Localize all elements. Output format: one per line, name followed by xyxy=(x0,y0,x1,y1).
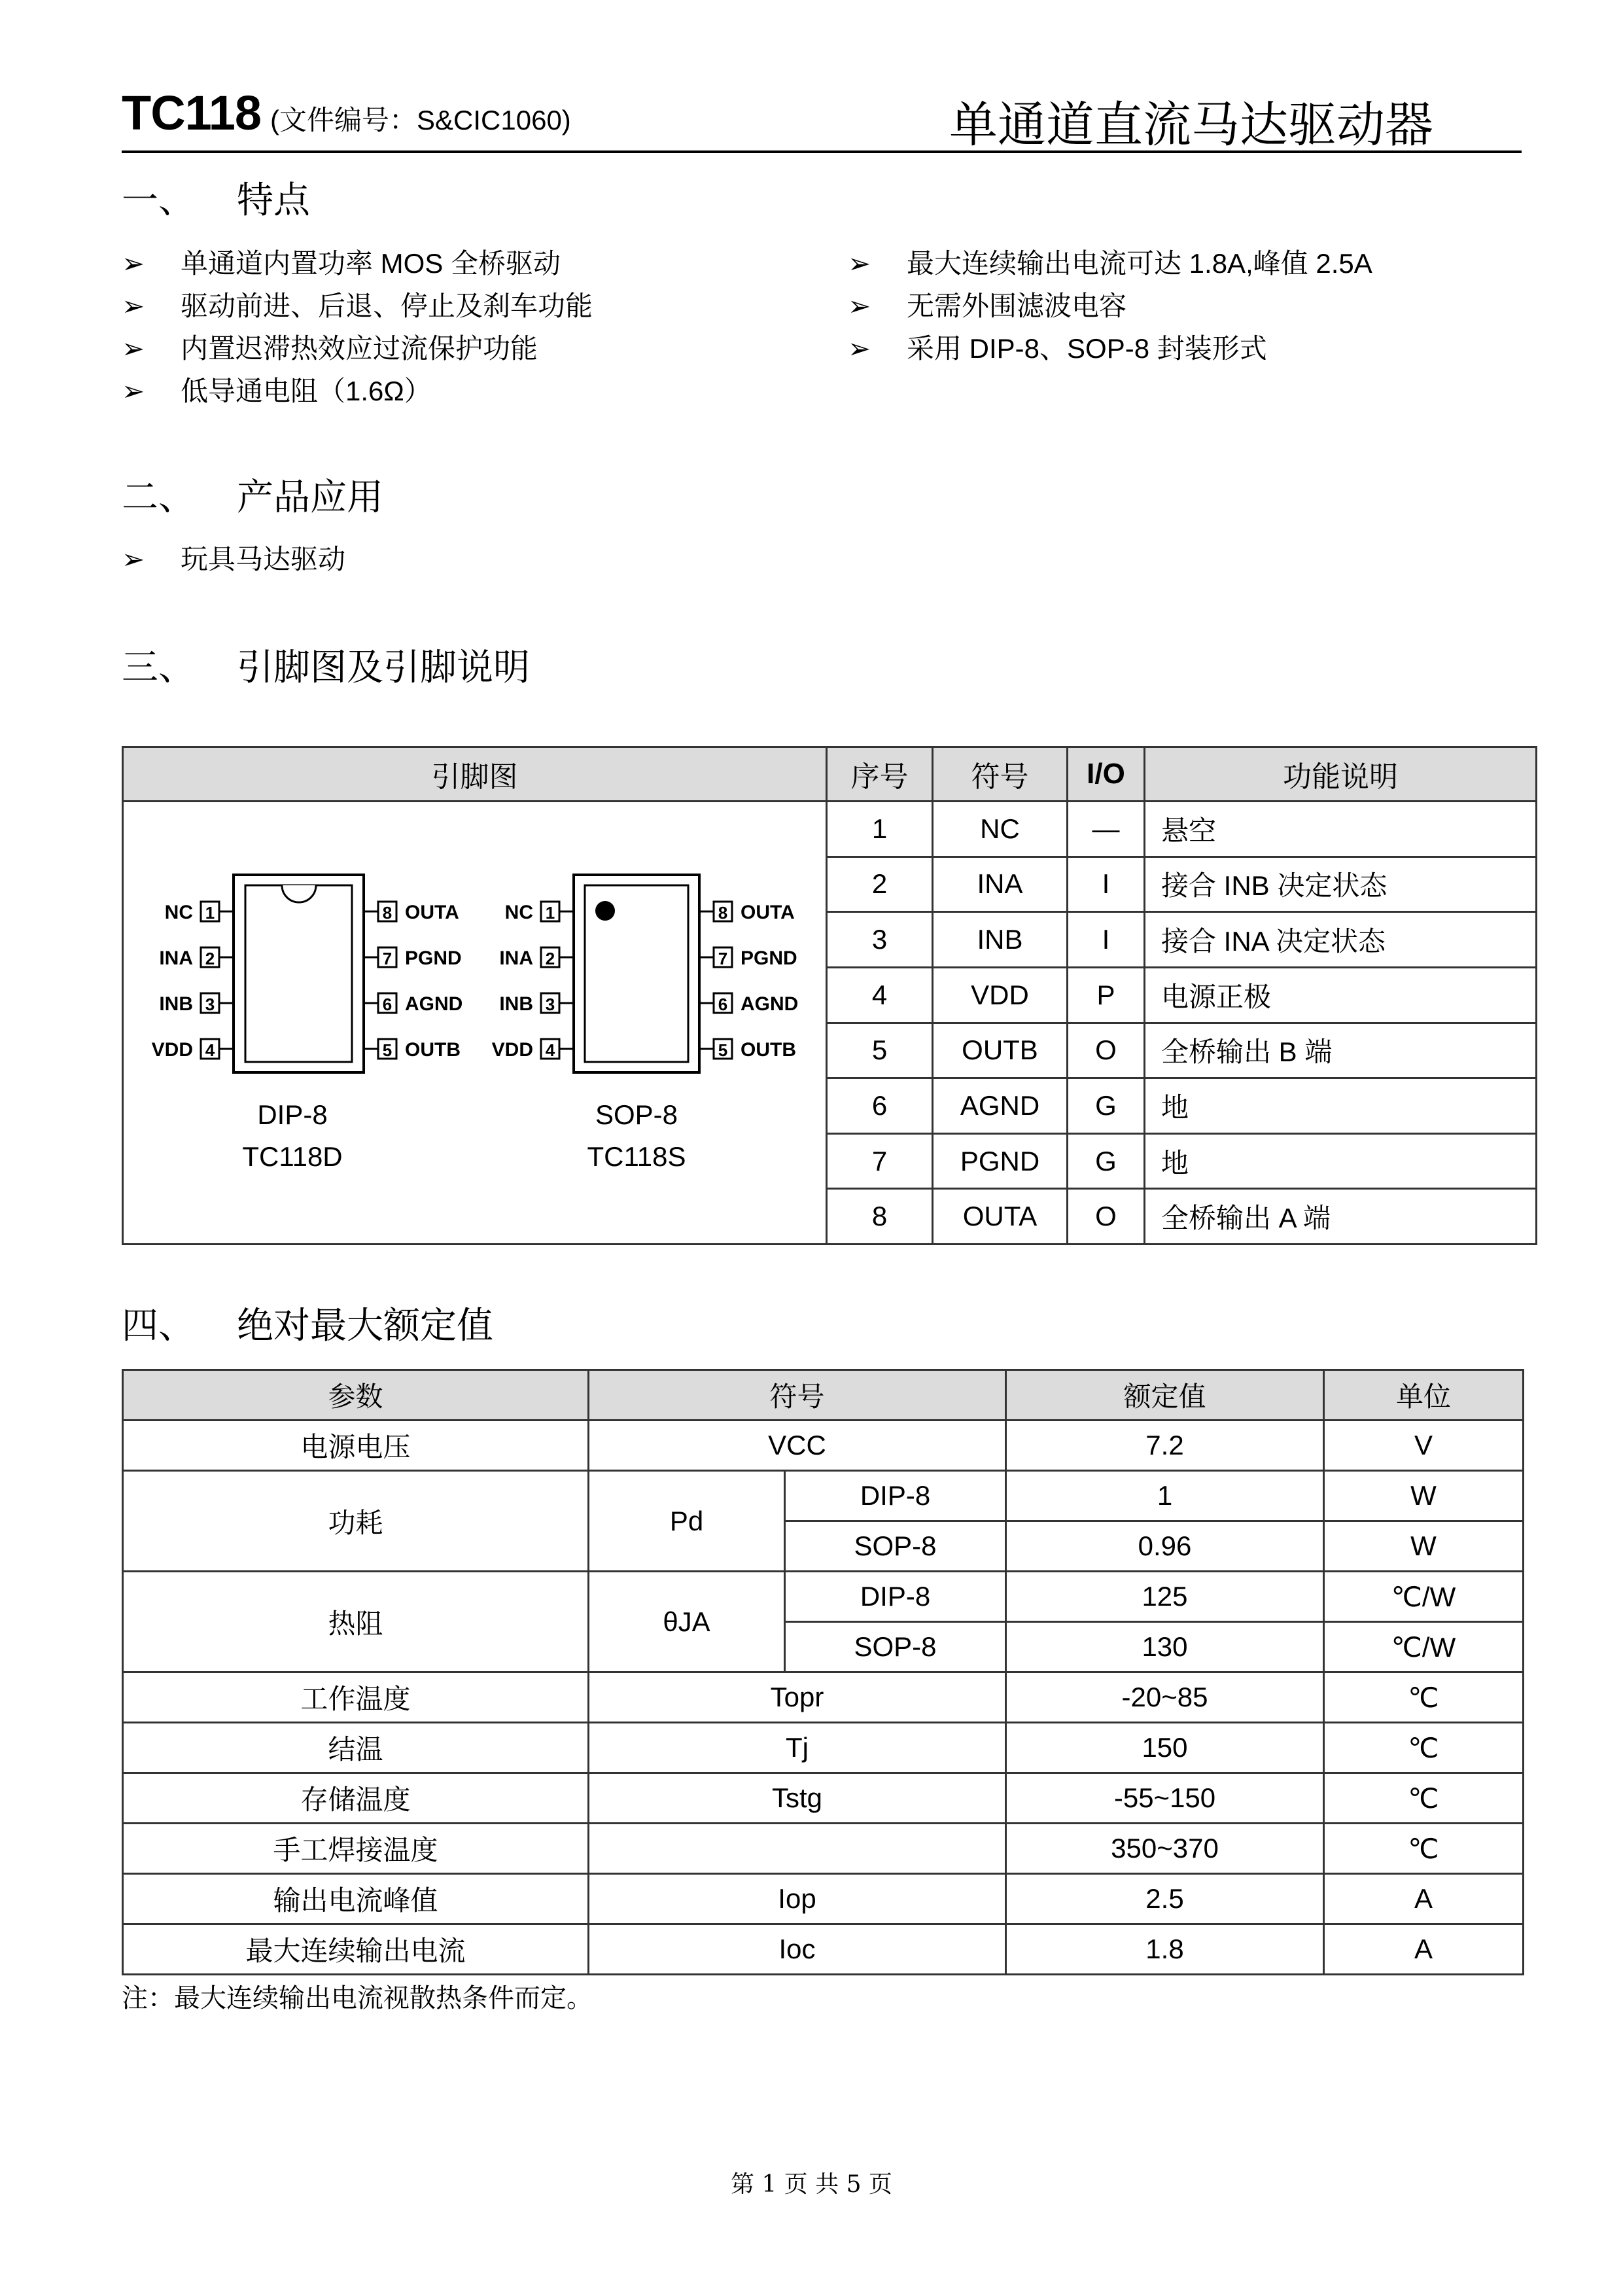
page-footer: 第 1 页 共 5 页 xyxy=(730,2171,893,2198)
unit-cell: A xyxy=(1324,1874,1524,1924)
pin-no: 4 xyxy=(827,967,933,1023)
unit-cell: ℃/W xyxy=(1324,1572,1524,1622)
pin-io: — xyxy=(1068,802,1145,857)
value-cell: -20~85 xyxy=(1006,1672,1324,1723)
table-row xyxy=(123,1924,1524,1975)
table-row xyxy=(123,802,1537,857)
package-name: SOP-8 xyxy=(595,1099,678,1130)
pin-symbol: INB xyxy=(933,912,1068,968)
pinout-diagram xyxy=(125,802,825,1237)
symbol-cell: VCC xyxy=(589,1421,1006,1471)
pin-symbol: OUTA xyxy=(933,1189,1068,1245)
value-cell: 130 xyxy=(1006,1622,1324,1672)
unit-cell: W xyxy=(1324,1471,1524,1521)
col-header: 符号 xyxy=(589,1370,1006,1421)
param-cell: 最大连续输出电流 xyxy=(123,1924,589,1975)
pin-label: AGND xyxy=(404,993,462,1015)
bullet-arrow-icon: ➢ xyxy=(848,291,871,321)
pin-label: OUTB xyxy=(404,1039,461,1061)
pin-symbol: AGND xyxy=(933,1078,1068,1134)
param-cell: 存储温度 xyxy=(123,1773,589,1824)
symbol-cell: Pd xyxy=(589,1471,785,1572)
pin-number: 8 xyxy=(382,903,392,923)
param-cell: 结温 xyxy=(123,1723,589,1773)
pin-io: G xyxy=(1068,1078,1145,1134)
bullet-arrow-icon: ➢ xyxy=(122,291,145,321)
feature-item xyxy=(122,285,593,324)
symbol-cell: θJA xyxy=(589,1572,785,1672)
section3-number: 三、 xyxy=(122,646,195,689)
col-header: 功能说明 xyxy=(1145,747,1537,802)
pin-desc: 悬空 xyxy=(1145,802,1537,857)
table-row xyxy=(123,1874,1524,1924)
table-row xyxy=(123,1572,1524,1622)
pin-diagram-cell xyxy=(123,802,827,1245)
feature-item xyxy=(122,242,561,281)
table-row xyxy=(123,1773,1524,1824)
dip8-pin xyxy=(364,947,462,969)
unit-cell: W xyxy=(1324,1521,1524,1572)
dip8-pin xyxy=(364,1039,461,1061)
unit-cell: ℃ xyxy=(1324,1773,1524,1824)
unit-cell: ℃ xyxy=(1324,1824,1524,1874)
value-cell: 1.8 xyxy=(1006,1924,1324,1975)
pin-number: 7 xyxy=(382,949,392,968)
sop8-pin xyxy=(504,902,573,923)
section4-title: 绝对最大额定值 xyxy=(237,1305,493,1347)
pin-label: VDD xyxy=(491,1039,533,1061)
unit-cell: ℃/W xyxy=(1324,1622,1524,1672)
symbol-cell: Ioc xyxy=(589,1924,1006,1975)
section4-heading xyxy=(122,1297,493,1349)
pin-number: 5 xyxy=(382,1040,392,1060)
pin-symbol: VDD xyxy=(933,967,1068,1023)
pin-label: OUTA xyxy=(404,902,459,923)
pin-label: PGND xyxy=(404,947,462,969)
pin-table xyxy=(122,746,1537,1245)
pin-no: 1 xyxy=(827,802,933,857)
pin1-dot-icon xyxy=(595,901,615,921)
pin-io: G xyxy=(1068,1133,1145,1189)
application-item xyxy=(122,538,345,577)
pin-number: 6 xyxy=(382,995,392,1014)
table-row xyxy=(123,1723,1524,1773)
pin-label: AGND xyxy=(740,993,798,1015)
pin-desc: 全桥输出 B 端 xyxy=(1145,1023,1537,1078)
sop8-pin xyxy=(499,947,574,969)
bullet-arrow-icon: ➢ xyxy=(122,248,145,279)
section3-heading xyxy=(122,639,530,691)
param-cell: 功耗 xyxy=(123,1471,589,1572)
col-header: 额定值 xyxy=(1006,1370,1324,1421)
col-header: 单位 xyxy=(1324,1370,1524,1421)
table-row xyxy=(123,1471,1524,1521)
section4-number: 四、 xyxy=(122,1305,195,1347)
pin-no: 8 xyxy=(827,1189,933,1245)
feature-text: 无需外围滤波电容 xyxy=(907,291,1127,321)
feature-item xyxy=(122,327,538,366)
sop8-pin xyxy=(699,993,798,1015)
value-cell: 0.96 xyxy=(1006,1521,1324,1572)
pin-no: 6 xyxy=(827,1078,933,1134)
pin-label: NC xyxy=(504,902,533,923)
table-row xyxy=(123,1672,1524,1723)
col-header: 序号 xyxy=(827,747,933,802)
sop8-pin xyxy=(499,993,574,1015)
package-cell: SOP-8 xyxy=(785,1521,1006,1572)
pin-table-header xyxy=(123,747,1537,802)
pin-desc: 电源正极 xyxy=(1145,967,1537,1023)
feature-item xyxy=(848,242,1372,281)
pin-label: OUTA xyxy=(740,902,795,923)
part-number: TC118S xyxy=(587,1141,686,1172)
application-text: 玩具马达驱动 xyxy=(181,544,346,574)
col-header: 符号 xyxy=(933,747,1068,802)
pin-desc: 接合 INB 决定状态 xyxy=(1145,857,1537,912)
param-cell: 电源电压 xyxy=(123,1421,589,1471)
col-header: 引脚图 xyxy=(123,747,827,802)
param-cell: 工作温度 xyxy=(123,1672,589,1723)
pin-io: I xyxy=(1068,857,1145,912)
dip8-package xyxy=(151,875,462,1172)
section1-number: 一、 xyxy=(122,179,195,222)
pin-number: 1 xyxy=(545,903,555,923)
unit-cell: ℃ xyxy=(1324,1723,1524,1773)
pin-label: OUTB xyxy=(740,1039,796,1061)
pin-no: 7 xyxy=(827,1133,933,1189)
symbol-cell: Tstg xyxy=(589,1773,1006,1824)
symbol-cell: Tj xyxy=(589,1723,1006,1773)
value-cell: 1 xyxy=(1006,1471,1324,1521)
table-row xyxy=(123,1824,1524,1874)
package-name: DIP-8 xyxy=(256,1099,328,1130)
feature-item xyxy=(848,285,1126,324)
feature-text: 低导通电阻（1.6Ω） xyxy=(181,376,432,406)
sop8-pin xyxy=(699,947,797,969)
feature-text: 内置迟滞热效应过流保护功能 xyxy=(181,333,538,364)
pin-symbol: PGND xyxy=(933,1133,1068,1189)
section2-number: 二、 xyxy=(122,476,195,519)
param-cell: 输出电流峰值 xyxy=(123,1874,589,1924)
pin-desc: 全桥输出 A 端 xyxy=(1145,1189,1537,1245)
pin-number: 5 xyxy=(718,1040,727,1060)
sop8-pin xyxy=(699,1039,796,1061)
feature-item xyxy=(122,370,432,409)
bullet-arrow-icon: ➢ xyxy=(122,376,145,406)
col-header: 参数 xyxy=(123,1370,589,1421)
unit-cell: V xyxy=(1324,1421,1524,1471)
pin-label: NC xyxy=(164,902,193,923)
pin-number: 4 xyxy=(545,1040,555,1060)
pin-desc: 接合 INA 决定状态 xyxy=(1145,912,1537,968)
package-cell: DIP-8 xyxy=(785,1572,1006,1622)
symbol-cell: Iop xyxy=(589,1874,1006,1924)
part-number: TC118D xyxy=(241,1141,343,1172)
bullet-arrow-icon: ➢ xyxy=(848,248,871,279)
pin-number: 6 xyxy=(718,995,727,1014)
pin-label: INB xyxy=(158,993,193,1015)
pin-symbol: INA xyxy=(933,857,1068,912)
pin-number: 2 xyxy=(545,949,555,968)
section1-title: 特点 xyxy=(237,179,310,222)
feature-text: 最大连续输出电流可达 1.8A,峰值 2.5A xyxy=(907,248,1372,279)
pin-label: PGND xyxy=(740,947,797,969)
col-header: I/O xyxy=(1068,747,1145,802)
feature-text: 采用 DIP-8、SOP-8 封装形式 xyxy=(907,333,1267,364)
ratings-table xyxy=(122,1369,1524,1975)
package-cell: SOP-8 xyxy=(785,1622,1006,1672)
dip8-body-inner xyxy=(245,885,352,1062)
sop8-pin xyxy=(699,902,795,923)
pin-io: O xyxy=(1068,1189,1145,1245)
unit-cell: A xyxy=(1324,1924,1524,1975)
pin-symbol: NC xyxy=(933,802,1068,857)
pin-io: I xyxy=(1068,912,1145,968)
symbol-cell: Topr xyxy=(589,1672,1006,1723)
dip8-pin xyxy=(151,1039,233,1061)
pin-symbol: OUTB xyxy=(933,1023,1068,1078)
pin-number: 3 xyxy=(545,995,555,1014)
dip8-pin xyxy=(159,993,234,1015)
section3-title: 引脚图及引脚说明 xyxy=(237,646,530,689)
bullet-arrow-icon: ➢ xyxy=(122,333,145,364)
value-cell: 2.5 xyxy=(1006,1874,1324,1924)
value-cell: -55~150 xyxy=(1006,1773,1324,1824)
pin-no: 3 xyxy=(827,912,933,968)
param-cell: 手工焊接温度 xyxy=(123,1824,589,1874)
pin-label: VDD xyxy=(151,1039,193,1061)
page-title: 单通道直流马达驱动器 xyxy=(949,97,1433,153)
bullet-arrow-icon: ➢ xyxy=(848,333,871,364)
feature-text: 单通道内置功率 MOS 全桥驱动 xyxy=(181,248,561,279)
pin-no: 2 xyxy=(827,857,933,912)
section2-heading xyxy=(122,468,383,521)
feature-text: 驱动前进、后退、停止及刹车功能 xyxy=(181,291,593,321)
pin-number: 2 xyxy=(205,949,215,968)
pin-io: O xyxy=(1068,1023,1145,1078)
header-rule xyxy=(122,150,1522,153)
value-cell: 7.2 xyxy=(1006,1421,1324,1471)
dip8-pin xyxy=(159,947,234,969)
pin-label: INB xyxy=(498,993,533,1015)
footnote: 注：最大连续输出电流视散热条件而定。 xyxy=(122,1983,593,2013)
pin-io: P xyxy=(1068,967,1145,1023)
doc-number: (文件编号：S&CIC1060) xyxy=(270,105,571,135)
pin-label: INA xyxy=(158,947,193,969)
section2-title: 产品应用 xyxy=(237,476,383,519)
unit-cell: ℃ xyxy=(1324,1672,1524,1723)
package-cell: DIP-8 xyxy=(785,1471,1006,1521)
pin-number: 1 xyxy=(205,903,215,923)
header-left xyxy=(122,85,571,141)
section1-heading xyxy=(122,171,310,224)
value-cell: 125 xyxy=(1006,1572,1324,1622)
dip8-pin xyxy=(364,993,462,1015)
value-cell: 150 xyxy=(1006,1723,1324,1773)
param-cell: 热阻 xyxy=(123,1572,589,1672)
pin-number: 8 xyxy=(718,903,727,923)
table-row xyxy=(123,1421,1524,1471)
symbol-cell xyxy=(589,1824,1006,1874)
pin-label: INA xyxy=(498,947,533,969)
value-cell: 350~370 xyxy=(1006,1824,1324,1874)
sop8-package xyxy=(491,875,798,1172)
bullet-arrow-icon: ➢ xyxy=(122,544,145,574)
model-number: TC118 xyxy=(122,86,262,140)
pin-number: 4 xyxy=(205,1040,215,1060)
pin-desc: 地 xyxy=(1145,1133,1537,1189)
dip8-pin xyxy=(364,902,459,923)
pin-number: 3 xyxy=(205,995,215,1014)
dip8-pin xyxy=(164,902,233,923)
pin-number: 7 xyxy=(718,949,727,968)
pin-desc: 地 xyxy=(1145,1078,1537,1134)
sop8-pin xyxy=(491,1039,573,1061)
feature-item xyxy=(848,327,1267,366)
pin-no: 5 xyxy=(827,1023,933,1078)
ratings-header xyxy=(123,1370,1524,1421)
